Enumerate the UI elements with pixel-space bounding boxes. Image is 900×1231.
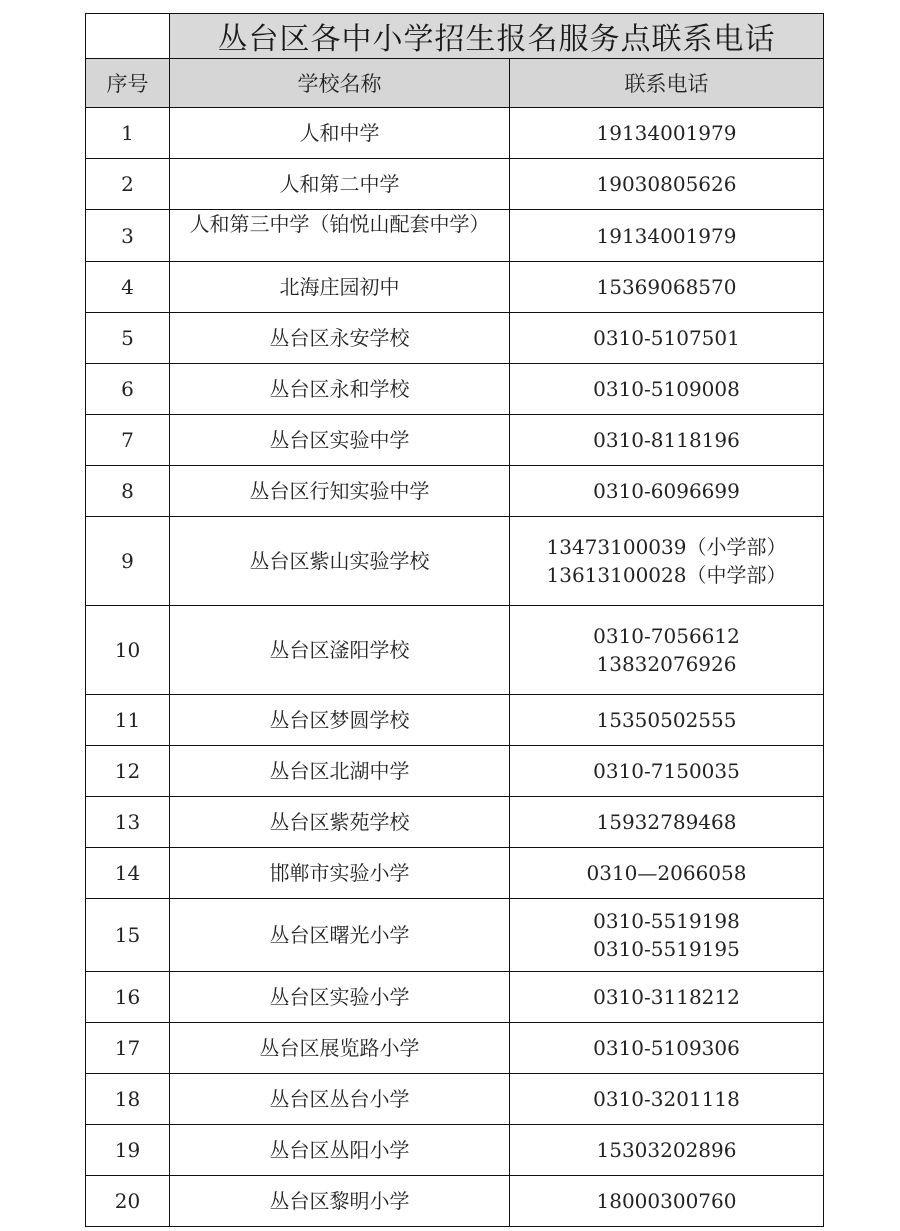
row-school-name: 丛台区滏阳学校 (170, 606, 510, 695)
table-row (86, 848, 824, 899)
table-row (86, 517, 824, 606)
row-index: 20 (86, 1176, 170, 1227)
phone-number: 19030805626 (596, 172, 737, 196)
row-index: 8 (86, 466, 170, 517)
phone-number: 19134001979 (596, 223, 737, 248)
row-index: 18 (86, 1074, 170, 1125)
row-school-name: 丛台区永安学校 (170, 313, 510, 364)
header-phone: 联系电话 (510, 59, 824, 108)
table-row (86, 466, 824, 517)
row-phone (510, 797, 824, 848)
row-phone (510, 1176, 824, 1227)
row-index: 3 (86, 210, 170, 262)
row-index: 6 (86, 364, 170, 415)
row-phone (510, 108, 824, 159)
row-phone (510, 1023, 824, 1074)
row-index: 14 (86, 848, 170, 899)
row-school-name: 丛台区紫苑学校 (170, 797, 510, 848)
header-row (86, 59, 824, 108)
row-phone (510, 159, 824, 210)
row-phone (510, 695, 824, 746)
phone-number: 15369068570 (596, 275, 737, 299)
row-school-name: 丛台区丛台小学 (170, 1074, 510, 1125)
phone-number: 19134001979 (596, 121, 737, 145)
phone-number: 0310-5107501 (593, 326, 740, 350)
row-school-name (170, 210, 510, 262)
table-row (86, 108, 824, 159)
table-row (86, 1023, 824, 1074)
table-row (86, 159, 824, 210)
table-row (86, 899, 824, 972)
header-index: 序号 (86, 59, 170, 108)
row-index: 1 (86, 108, 170, 159)
phone-number: 15350502555 (596, 708, 737, 732)
title-blank-cell (86, 14, 170, 59)
table-row (86, 972, 824, 1023)
table-row (86, 695, 824, 746)
row-phone (510, 899, 824, 972)
row-index: 13 (86, 797, 170, 848)
row-phone (510, 972, 824, 1023)
row-index: 15 (86, 899, 170, 972)
row-school-name: 丛台区紫山实验学校 (170, 517, 510, 606)
row-phone (510, 313, 824, 364)
row-phone (510, 262, 824, 313)
phone-number: 0310-8118196 (593, 428, 740, 452)
row-phone (510, 606, 824, 695)
phone-number: 0310-6096699 (593, 479, 740, 503)
phone-number: 0310-3118212 (593, 985, 740, 1009)
row-school-name: 丛台区永和学校 (170, 364, 510, 415)
row-phone (510, 1125, 824, 1176)
row-school-name: 丛台区北湖中学 (170, 746, 510, 797)
phone-number: 0310-5519195 (593, 937, 740, 961)
contact-table-sheet (85, 13, 823, 1227)
title-row (86, 14, 824, 59)
phone-number: 0310-5109008 (593, 377, 740, 401)
row-index: 4 (86, 262, 170, 313)
row-phone (510, 1074, 824, 1125)
row-index: 7 (86, 415, 170, 466)
row-school-name: 丛台区实验小学 (170, 972, 510, 1023)
phone-number: 0310—2066058 (586, 861, 747, 885)
row-school-name: 丛台区行知实验中学 (170, 466, 510, 517)
table-row (86, 415, 824, 466)
row-phone (510, 364, 824, 415)
phone-number: 15303202896 (596, 1138, 737, 1162)
table-row (86, 210, 824, 262)
row-phone (510, 210, 824, 262)
table-row (86, 1074, 824, 1125)
table-row (86, 364, 824, 415)
table-row (86, 313, 824, 364)
row-school-name: 丛台区曙光小学 (170, 899, 510, 972)
row-phone (510, 746, 824, 797)
row-school-name: 丛台区展览路小学 (170, 1023, 510, 1074)
row-index: 17 (86, 1023, 170, 1074)
phone-number: 0310-3201118 (593, 1087, 740, 1111)
table-row (86, 1176, 824, 1227)
header-school: 学校名称 (170, 59, 510, 108)
row-school-name: 丛台区丛阳小学 (170, 1125, 510, 1176)
phone-number: 0310-7150035 (593, 759, 740, 783)
row-index: 2 (86, 159, 170, 210)
contact-table (85, 13, 824, 1227)
phone-number: 0310-5109306 (593, 1036, 740, 1060)
row-school-name: 丛台区黎明小学 (170, 1176, 510, 1227)
row-school-name: 邯郸市实验小学 (170, 848, 510, 899)
row-school-name-text: 人和第三中学（铂悦山配套中学） (189, 212, 490, 236)
row-phone (510, 517, 824, 606)
phone-number: 0310-5519198 (593, 909, 740, 933)
phone-number: 13613100028（中学部） (546, 563, 787, 587)
row-school-name: 人和中学 (170, 108, 510, 159)
row-index: 19 (86, 1125, 170, 1176)
row-school-name: 丛台区实验中学 (170, 415, 510, 466)
row-index: 5 (86, 313, 170, 364)
row-phone (510, 848, 824, 899)
row-school-name: 北海庄园初中 (170, 262, 510, 313)
row-index: 9 (86, 517, 170, 606)
table-row (86, 1125, 824, 1176)
phone-number: 18000300760 (596, 1189, 737, 1213)
row-index: 16 (86, 972, 170, 1023)
table-row (86, 262, 824, 313)
phone-number: 15932789468 (596, 810, 737, 834)
row-school-name: 人和第二中学 (170, 159, 510, 210)
table-row (86, 797, 824, 848)
row-phone (510, 415, 824, 466)
row-phone (510, 466, 824, 517)
table-title: 丛台区各中小学招生报名服务点联系电话 (170, 14, 824, 59)
phone-number: 0310-7056612 (593, 624, 740, 648)
row-index: 11 (86, 695, 170, 746)
row-school-name: 丛台区梦圆学校 (170, 695, 510, 746)
phone-number: 13832076926 (596, 652, 737, 676)
phone-number: 13473100039（小学部） (546, 535, 787, 559)
table-row (86, 746, 824, 797)
row-index: 12 (86, 746, 170, 797)
row-index: 10 (86, 606, 170, 695)
table-row (86, 606, 824, 695)
